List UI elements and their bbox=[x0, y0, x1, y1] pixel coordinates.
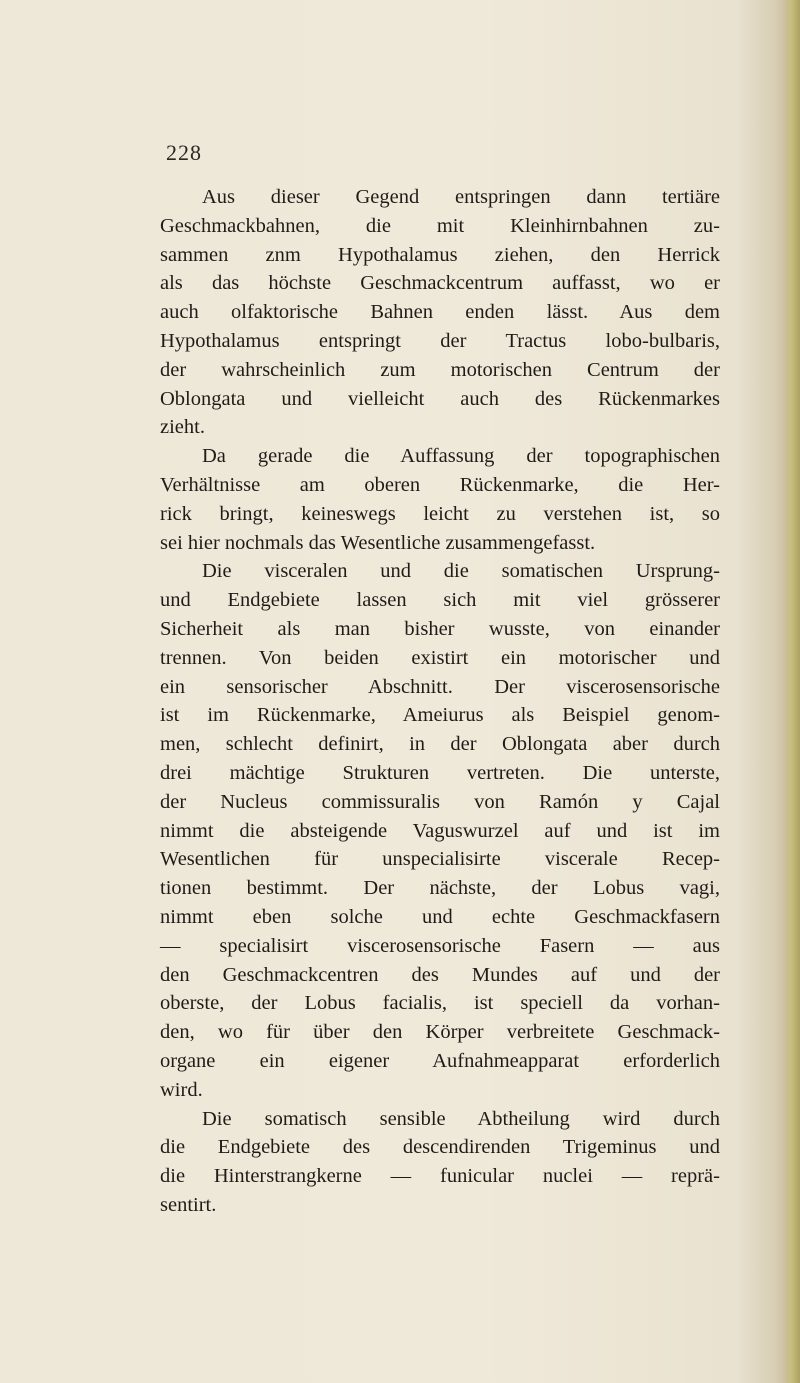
text-line: Sicherheit als man bisher wusste, von einander bbox=[160, 617, 720, 640]
text-line: sentirt. bbox=[160, 1193, 217, 1216]
text-line: der Nucleus commissuralis von Ramón y Cajal bbox=[160, 790, 720, 813]
text-line: sammen znm Hypothalamus ziehen, den Herrick bbox=[160, 243, 720, 266]
text-line: drei mächtige Strukturen vertreten. Die unterste, bbox=[160, 761, 720, 784]
text-line: organe ein eigener Aufnahmeapparat erforderlich bbox=[160, 1049, 720, 1072]
text-line: zieht. bbox=[160, 416, 205, 439]
text-line: sei hier nochmals das Wesentliche zusammengefasst. bbox=[160, 531, 596, 554]
page-number: 228 bbox=[166, 140, 202, 165]
text-line: die Hinterstrangkerne — funicular nuclei — reprä- bbox=[160, 1165, 720, 1188]
text-line: Hypothalamus entspringt der Tractus lobo-bulbaris, bbox=[160, 329, 720, 352]
text-line: men, schlecht definirt, in der Oblongata aber durch bbox=[160, 733, 720, 756]
text-line: Wesentlichen für unspecialisirte viscerale Recep- bbox=[160, 848, 720, 871]
text-line: Die somatisch sensible Abtheilung wird durch bbox=[202, 1107, 720, 1130]
text-line: Die visceralen und die somatischen Ursprung- bbox=[202, 560, 720, 583]
text-line: Da gerade die Auffassung der topographischen bbox=[202, 445, 720, 468]
text-line: die Endgebiete des descendirenden Trigeminus und bbox=[160, 1136, 720, 1159]
body-text bbox=[160, 183, 720, 1220]
text-line: Verhältnisse am oberen Rückenmarke, die Her- bbox=[160, 473, 720, 496]
text-line: — specialisirt viscerosensorische Fasern — aus bbox=[160, 934, 720, 957]
page-edge bbox=[784, 0, 800, 1383]
text-line: rick bringt, keineswegs leicht zu verstehen ist, so bbox=[160, 502, 720, 525]
text-line: tionen bestimmt. Der nächste, der Lobus vagi, bbox=[160, 877, 720, 900]
text-line: und Endgebiete lassen sich mit viel grösserer bbox=[160, 589, 720, 612]
text-line: den Geschmackcentren des Mundes auf und der bbox=[160, 963, 720, 986]
text-line: den, wo für über den Körper verbreitete Geschmack- bbox=[160, 1021, 720, 1044]
text-line: ein sensorischer Abschnitt. Der viscerosensorische bbox=[160, 675, 720, 698]
text-line: nimmt die absteigende Vaguswurzel auf und ist im bbox=[160, 819, 720, 842]
text-line: Geschmackbahnen, die mit Kleinhirnbahnen zu- bbox=[160, 214, 720, 237]
text-line: trennen. Von beiden existirt ein motorischer und bbox=[160, 646, 720, 669]
text-line: der wahrscheinlich zum motorischen Centrum der bbox=[160, 358, 720, 381]
text-line: Oblongata und vielleicht auch des Rückenmarkes bbox=[160, 387, 720, 410]
text-line: Aus dieser Gegend entspringen dann tertiäre bbox=[202, 186, 720, 208]
text-line: wird. bbox=[160, 1078, 203, 1101]
text-line: ist im Rückenmarke, Ameiurus als Beispiel genom- bbox=[160, 704, 720, 727]
text-line: oberste, der Lobus facialis, ist speciell da vorhan- bbox=[160, 992, 720, 1015]
text-line: nimmt eben solche und echte Geschmackfasern bbox=[160, 905, 720, 928]
text-line: als das höchste Geschmackcentrum auffasst, wo er bbox=[160, 272, 720, 295]
text-line: auch olfaktorische Bahnen enden lässt. Aus dem bbox=[160, 301, 720, 324]
